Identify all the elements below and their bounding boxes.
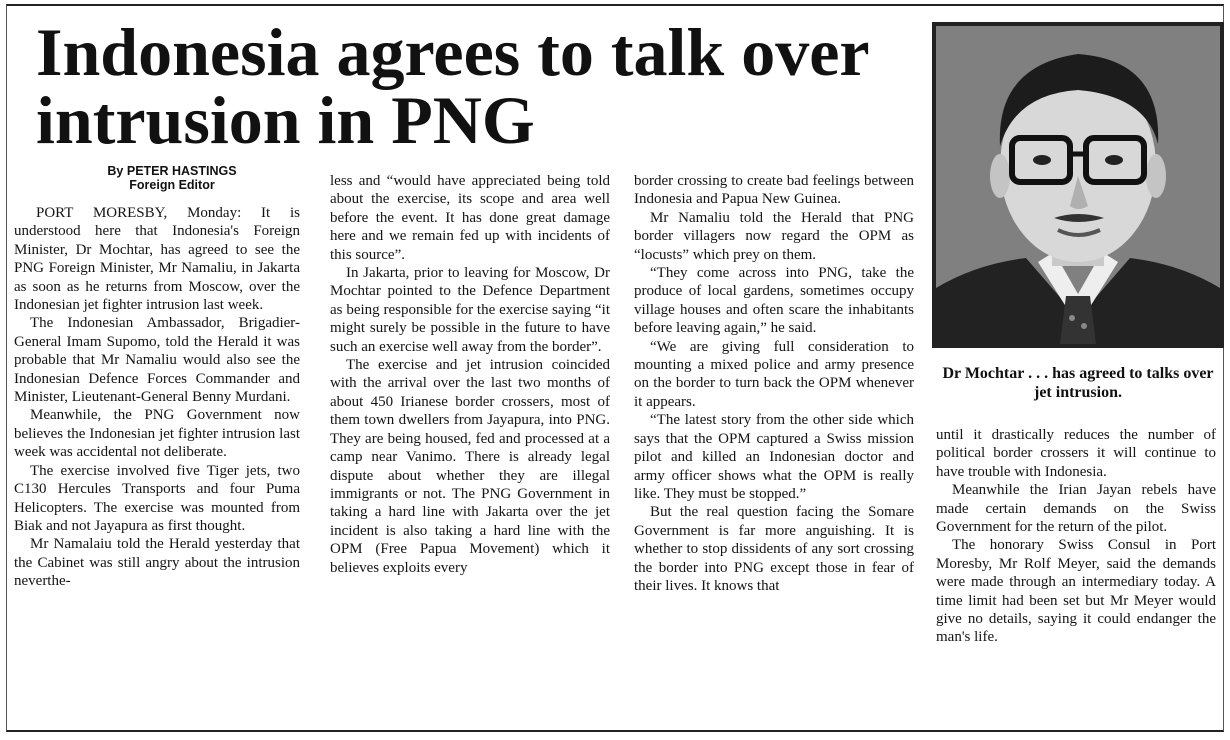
- portrait-photo-icon: [936, 26, 1220, 344]
- paragraph: Meanwhile, the PNG Government now believes the Indonesian jet fighter intrusion last week was accidental not deliberate.: [14, 407, 300, 461]
- paragraph: The exercise involved five Tiger jets, two C130 Hercules Transports and four Puma Helicopters. The exercise was mounted from Biak and not Jayapura as first thought.: [14, 462, 300, 534]
- byline: [72, 164, 272, 192]
- paragraph: until it drastically reduces the number of political border crossers it will continue to have trouble with Indonesia.: [936, 427, 1216, 480]
- article-column-1: [14, 204, 300, 591]
- byline-author: By PETER HASTINGS: [107, 164, 237, 178]
- headline: Indonesia agrees to talk over intrusion in PNG: [36, 14, 869, 158]
- byline-role: Foreign Editor: [129, 178, 215, 192]
- paragraph: The exercise and jet intrusion coincided with the arrival over the last two months of about 450 Irianese border crossers, most of them town dwellers from Jayapura, into PNG. They are being housed, fed and processed at a camp near Vanimo. There is already legal dispute about whether they are illegal immigrants or not. The PNG Government in taking a hard line with Jakarta over the jet incident is also taking a hard line with the OPM (Free Papua Movement) which it believes exploits every: [330, 357, 610, 576]
- paragraph: “We are giving full consideration to mounting a mixed police and army presence on the border to turn back the OPM whenever it appears.: [634, 338, 914, 410]
- paragraph: Mr Namalaiu told the Herald yesterday that the Cabinet was still angry about the intrusion neverthe-: [14, 536, 300, 590]
- portrait-photo: [932, 22, 1224, 348]
- article-column-3: [634, 172, 914, 595]
- paragraph: The Indonesian Ambassador, Brigadier-General Imam Supomo, told the Herald it was probable that Mr Namaliu would also see the Indonesian Defence Forces Commander and Minister, Lieutenant-General Benny Murdani.: [14, 315, 300, 406]
- article-column-2: [330, 172, 610, 577]
- paragraph: less and “would have appreciated being told about the exercise, its scope and area well before the event. It has done great damage here and we remain fed up with incidents of this source”.: [330, 173, 610, 263]
- photo-caption: Dr Mochtar . . . has agreed to talks over jet intrusion.: [942, 365, 1214, 401]
- paragraph: Mr Namaliu told the Herald that PNG border villagers now regard the OPM as “locusts” which prey on them.: [634, 209, 914, 263]
- paragraph: border crossing to create bad feelings between Indonesia and Papua New Guinea.: [634, 173, 914, 208]
- paragraph: In Jakarta, prior to leaving for Moscow, Dr Mochtar pointed to the Defence Department as being responsible for the exercise saying “it might surely be possible in the future to have such an exercise well away from the border”.: [330, 265, 610, 355]
- paragraph: PORT MORESBY, Monday: It is understood here that Indonesia's Foreign Minister, Dr Mochtar, has agreed to see the PNG Foreign Minister, Mr Namaliu, in Jakarta as soon as he returns from Moscow, over the Indonesian jet fighter intrusion last week.: [14, 205, 300, 314]
- paragraph: “The latest story from the other side which says that the OPM captured a Swiss mission pilot and killed an Indonesian doctor and army officer shows what the OPM is really like. They must be stopped.”: [634, 412, 914, 502]
- paragraph: The honorary Swiss Consul in Port Moresby, Mr Rolf Meyer, said the demands were made through an intermediary today. A time limit had been set but Mr Meyer would give no details, saying it could endanger the man's life.: [936, 537, 1216, 646]
- paragraph: Meanwhile the Irian Jayan rebels have made certain demands on the Swiss Government for the return of the pilot.: [936, 482, 1216, 536]
- paragraph: “They come across into PNG, take the produce of local gardens, sometimes occupy village houses and often scare the inhabitants before leaving again,” he said.: [634, 265, 914, 337]
- article-column-4: [936, 426, 1216, 647]
- paragraph: But the real question facing the Somare Government is far more anguishing. It is whether to stop dissidents of any sort crossing the border into PNG except those in fear of their lives. It knows that: [634, 504, 914, 594]
